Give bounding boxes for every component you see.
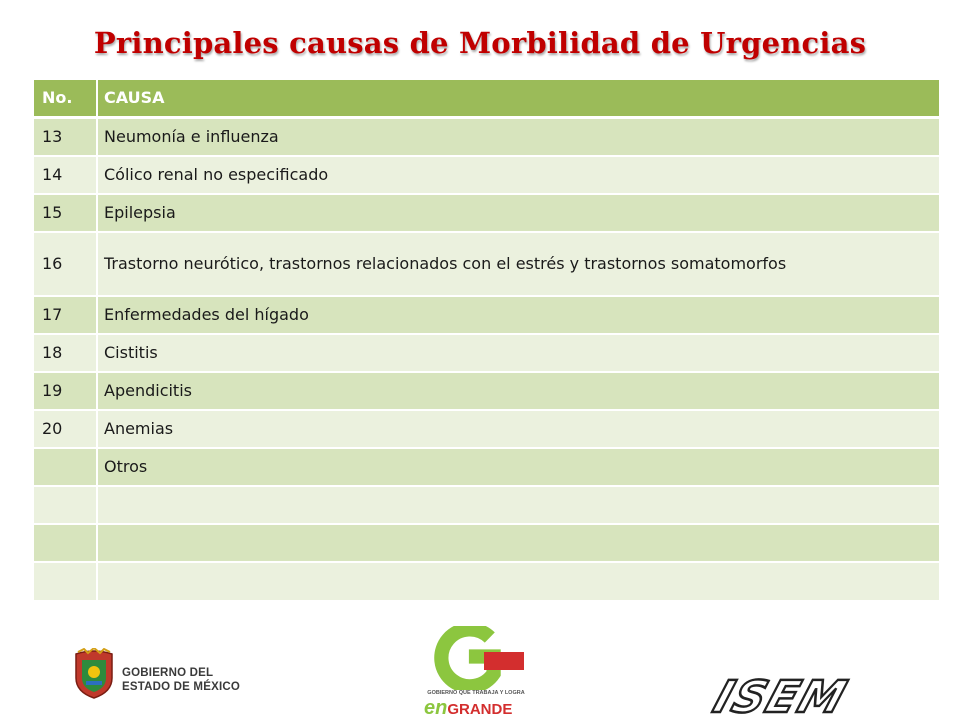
row-number: 15 xyxy=(34,194,97,232)
table-row xyxy=(34,486,940,524)
row-number xyxy=(34,524,97,562)
header-number: No. xyxy=(34,80,97,118)
row-cause: Cistitis xyxy=(97,334,940,372)
engrande-tagline: GOBIERNO QUE TRABAJA Y LOGRA xyxy=(427,690,525,696)
row-cause: Enfermedades del hígado xyxy=(97,296,940,334)
edomex-name xyxy=(122,666,240,694)
slide-title: Principales causas de Morbilidad de Urgencias xyxy=(93,26,867,60)
row-number: 18 xyxy=(34,334,97,372)
row-cause: Apendicitis xyxy=(97,372,940,410)
table-row xyxy=(34,334,940,372)
row-number: 17 xyxy=(34,296,97,334)
row-cause: Trastorno neurótico, trastornos relacionados con el estrés y trastornos somatomorfos xyxy=(97,232,940,296)
table-row xyxy=(34,296,940,334)
state-shield-icon xyxy=(72,648,116,700)
table-row xyxy=(34,410,940,448)
g-logo-icon xyxy=(418,626,534,690)
header-cause: CAUSA xyxy=(97,80,940,118)
row-cause: Otros xyxy=(97,448,940,486)
isem-text: ISEM xyxy=(707,672,855,720)
engrande-logo xyxy=(418,626,534,718)
row-number xyxy=(34,562,97,601)
engrande-wordmark xyxy=(424,697,512,720)
table-row xyxy=(34,372,940,410)
row-cause xyxy=(97,524,940,562)
table-row xyxy=(34,448,940,486)
row-cause: Anemias xyxy=(97,410,940,448)
table-row xyxy=(34,524,940,562)
table-header-row xyxy=(34,80,940,118)
isem-wordmark-icon xyxy=(704,672,888,720)
edomex-line-2: ESTADO DE MÉXICO xyxy=(122,681,240,693)
edomex-logo xyxy=(72,646,252,702)
row-number: 20 xyxy=(34,410,97,448)
row-cause: Cólico renal no especificado xyxy=(97,156,940,194)
causes-table xyxy=(34,80,941,602)
row-number: 19 xyxy=(34,372,97,410)
edomex-line-1: GOBIERNO DEL xyxy=(122,667,214,679)
row-number: 14 xyxy=(34,156,97,194)
row-number xyxy=(34,448,97,486)
engrande-grande: GRANDE xyxy=(447,701,513,718)
isem-logo xyxy=(704,672,888,720)
engrande-en: en xyxy=(424,697,448,719)
row-cause xyxy=(97,486,940,524)
row-cause xyxy=(97,562,940,601)
row-cause: Neumonía e influenza xyxy=(97,118,940,157)
table-row xyxy=(34,118,940,157)
row-number: 13 xyxy=(34,118,97,157)
row-number xyxy=(34,486,97,524)
table-row xyxy=(34,156,940,194)
row-number: 16 xyxy=(34,232,97,296)
table-row xyxy=(34,232,940,296)
row-cause: Epilepsia xyxy=(97,194,940,232)
table-row xyxy=(34,562,940,601)
table-row xyxy=(34,194,940,232)
